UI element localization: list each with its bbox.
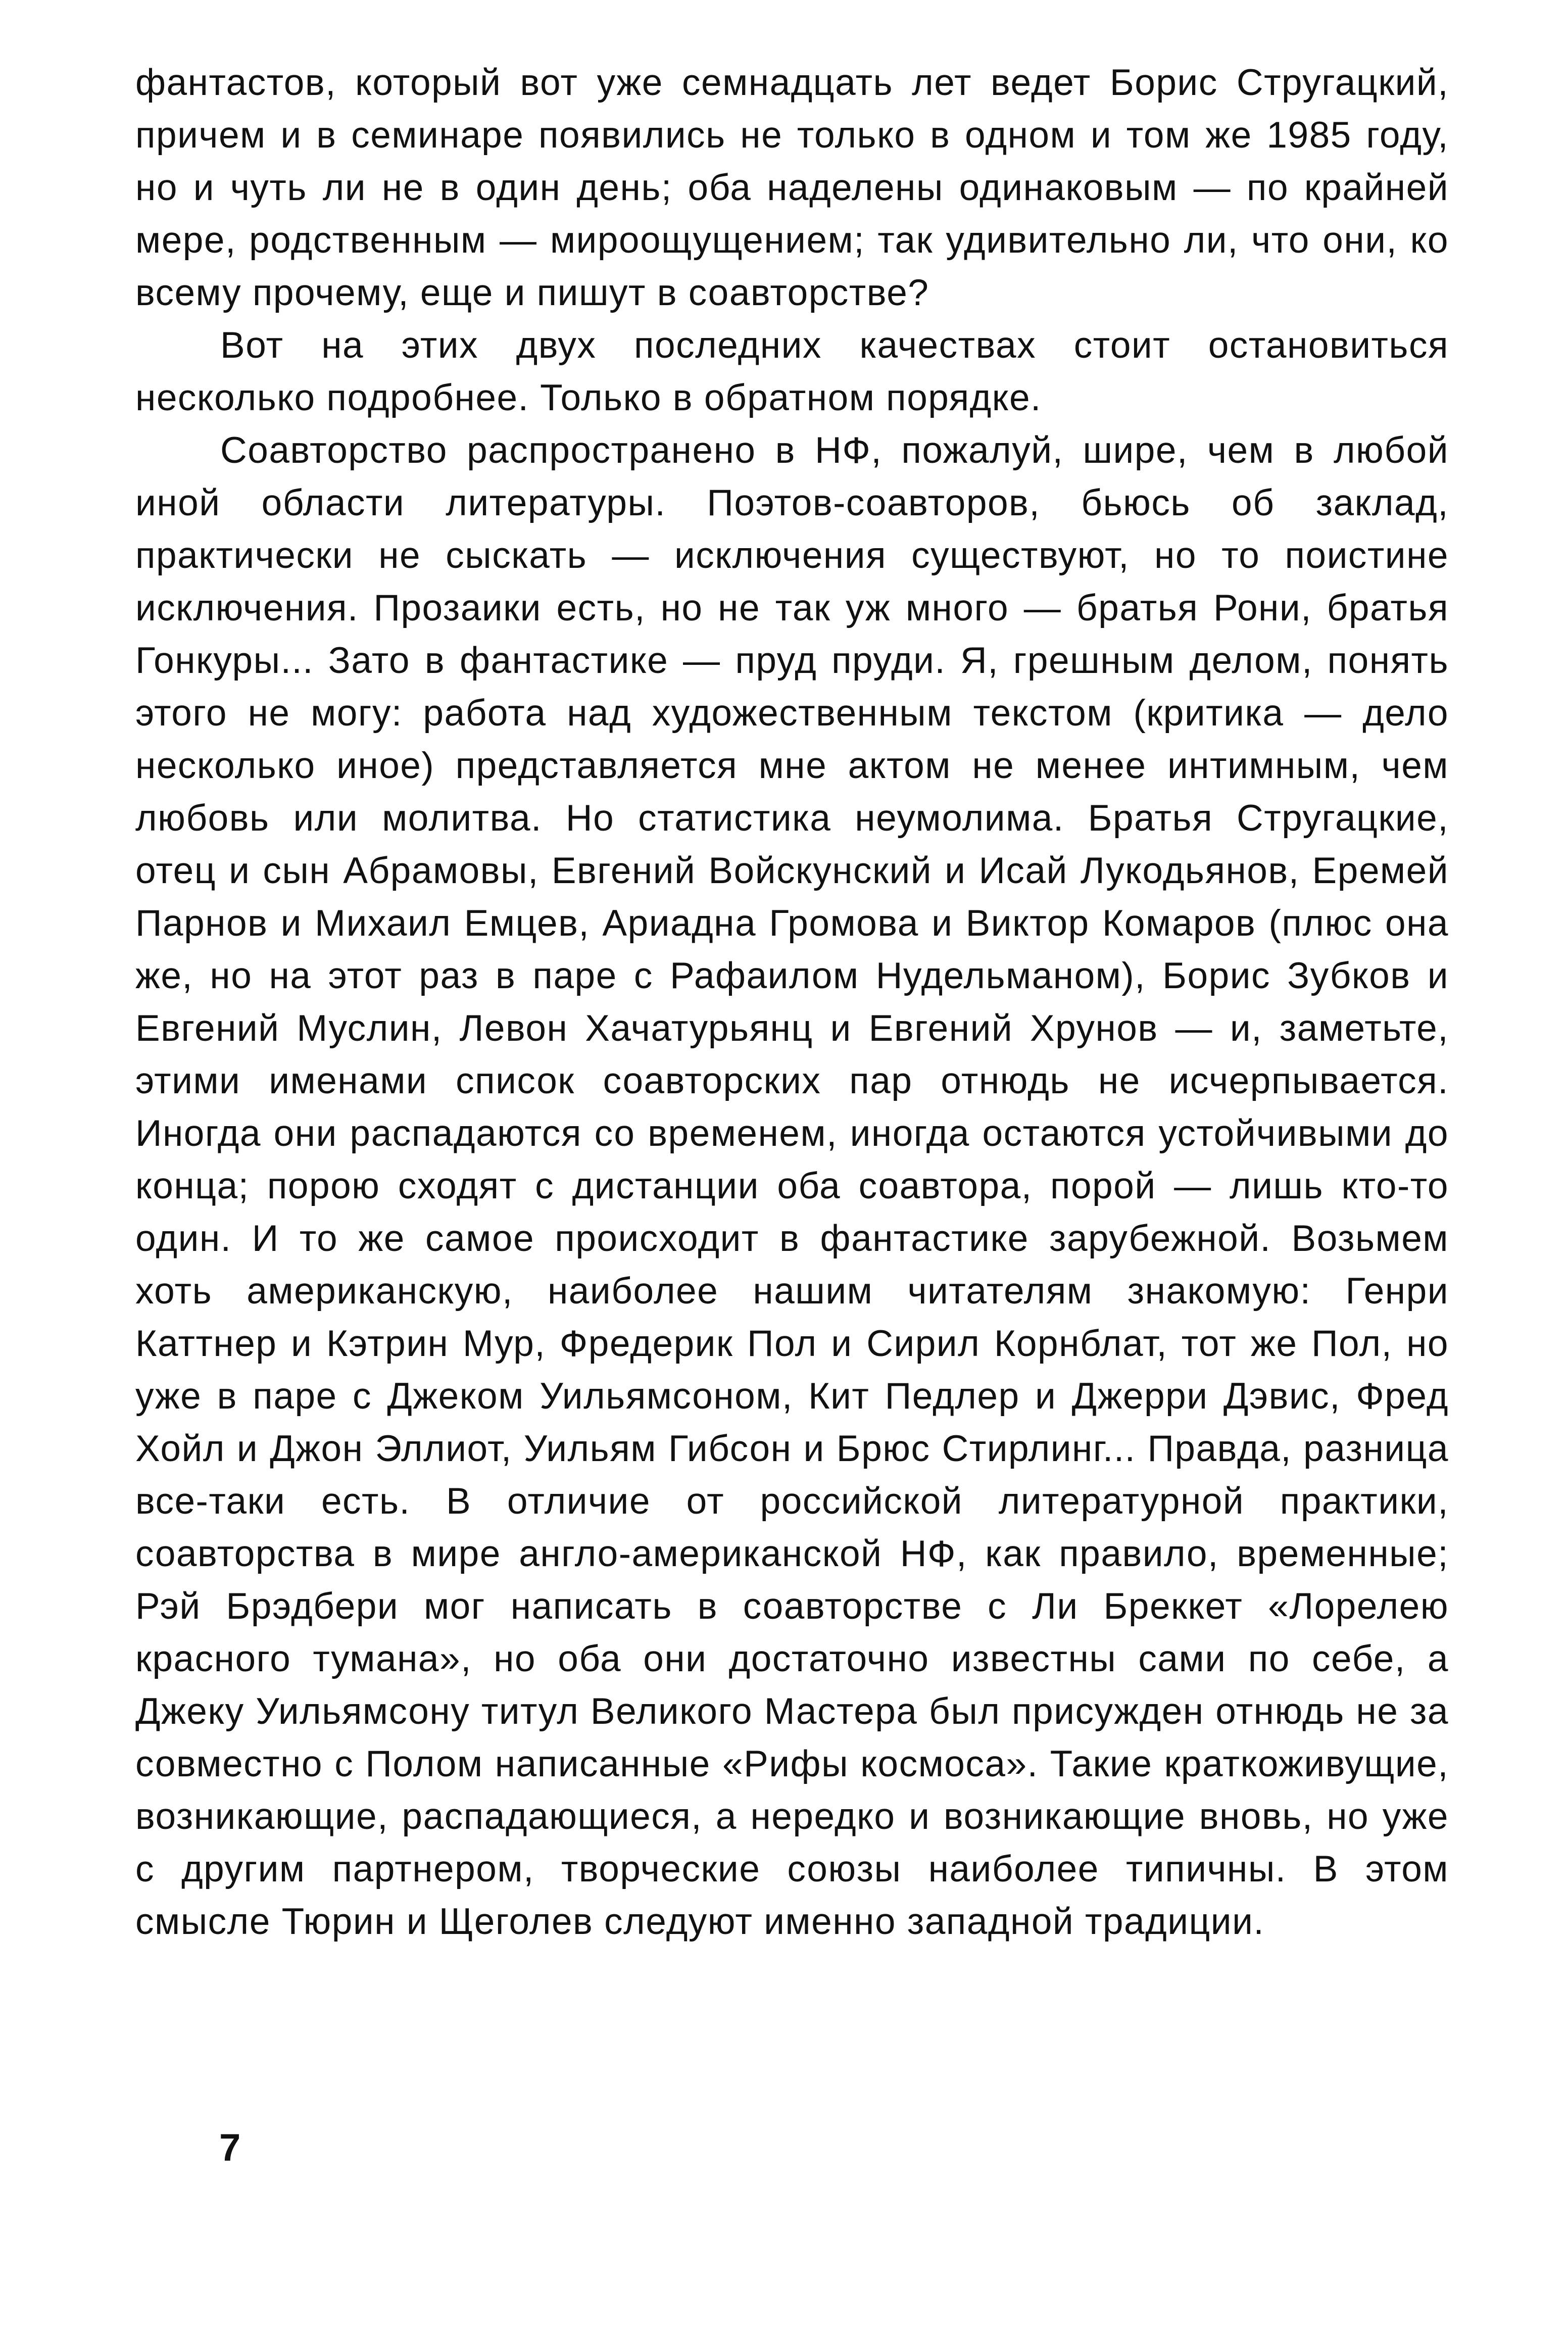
- paragraph-3: Соавторство распространено в НФ, пожалуй, шире, чем в любой иной области литературы. Поэтов-соавторов, бьюсь об заклад, практически не сыскать — исключения существуют, но то поистине исключения. Прозаики есть, но не так уж много — братья Рони, братья Гонкуры... Зато в фантастике — пруд пруди. Я, грешным делом, понять этого не могу: работа над художественным текстом (критика — дело несколько иное) представляется мне актом не менее интимным, чем любовь или молитва. Но статистика неумолима. Братья Стругацкие, отец и сын Абрамовы, Евгений Войскунский и Исай Лукодьянов, Еремей Парнов и Михаил Емцев, Ариадна Громова и Виктор Комаров (плюс она же, но на этот раз в паре с Рафаилом Нудельманом), Борис Зубков и Евгений Муслин, Левон Хачатурьянц и Евгений Хрунов — и, заметьте, этими именами список соавторских пар отнюдь не исчерпывается. Иногда они распадаются со временем, иногда остаются устойчивыми до конца; порою сходят с дистанции оба соавтора, порой — лишь кто-то один. И то же самое происходит в фантастике зарубежной. Возьмем хоть американскую, наиболее нашим читателям знакомую: Генри Каттнер и Кэтрин Мур, Фредерик Пол и Сирил Корнблат, тот же Пол, но уже в паре с Джеком Уильямсоном, Кит Педлер и Джерри Дэвис, Фред Хойл и Джон Эллиот, Уильям Гибсон и Брюс Стирлинг... Правда, разница все-таки есть. В отличие от российской литературной практики, соавторства в мире англо-американской НФ, как правило, временные; Рэй Брэдбери мог написать в соавторстве с Ли Бреккет «Лорелею красного тумана», но оба они достаточно известны сами по себе, а Джеку Уильямсону титул Великого Мастера был присужден отнюдь не за совместно с Полом написанные «Рифы космоса». Такие краткоживущие, возникающие, распадающиеся, а нередко и возникающие вновь, но уже с другим партнером, творческие союзы наиболее типичны. В этом смысле Тюрин и Щеголев следуют именно западной традиции.: [135, 430, 1449, 1942]
- page-number: 7: [219, 2126, 241, 2169]
- body-text: [135, 57, 1449, 1948]
- paragraph-2: Вот на этих двух последних качествах стоит остановиться несколько подробнее. Только в обратном порядке.: [135, 325, 1449, 418]
- paragraph-1: фантастов, который вот уже семнадцать лет ведет Борис Стругацкий, причем и в семинаре появились не только в одном и том же 1985 году, но и чуть ли не в один день; оба наделены одинаковым — по крайней мере, родственным — мироощущением; так удивительно ли, что они, ко всему прочему, еще и пишут в соавторстве?: [135, 62, 1449, 313]
